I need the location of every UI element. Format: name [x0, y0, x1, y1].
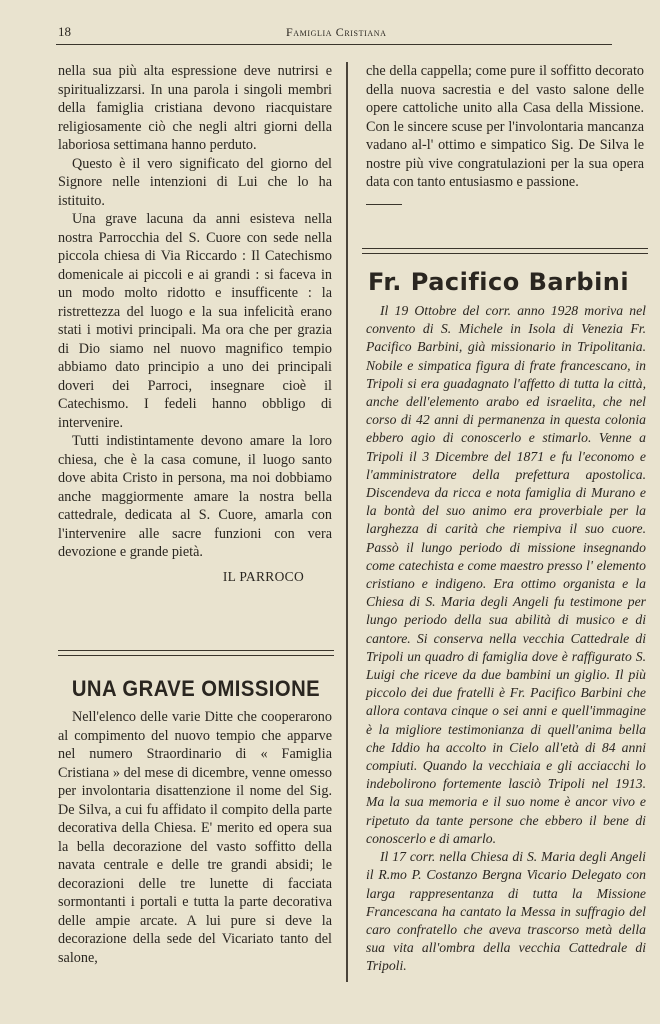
page-header — [56, 22, 612, 45]
parroco-paragraph-3: Una grave lacuna da anni esisteva nella nostra Parrocchia del S. Cuore con sede nella piccola chiesa di Via Riccardo : Il Catechismo domenicale ai piccoli e ai grandi : si faceva in un modo molto ridotto e insufficente : la ristrettezza del luogo e la sua infelicità erano stati i motivi principali. Ma ora che per grazia di Dio siamo nel nuovo magnifico tempio abbiamo dato principio a uno dei principali doveri dei Parroci, insegnare cioè il Catechismo. I fedeli hanno obbligo di intervenire. — [58, 211, 332, 431]
short-rule — [366, 204, 402, 205]
parroco-paragraph-2: Questo è il vero significato del giorno del Signore nelle intenzioni di Lui che lo ha istituito. — [58, 155, 332, 209]
section-divider-left — [58, 650, 334, 656]
barbini-title: Fr. Pacifico Barbini — [368, 268, 630, 296]
barbini-paragraph-1: Il 19 Ottobre del corr. anno 1928 moriva nel convento di S. Michele in Isola di Venezia Fr. Pacifico Barbini, già missionario in Tripolitania. Nobile e simpatica figura di frate francescano, in Tripoli si era guadagnato l'affetto di tutta la città, anche dell'elemento arabo ed israelita, che nel corso di 42 anni di permanenza in questa colonia ebbero agio di conoscerlo e stimarlo. Venne a Tripoli il 3 Dicembre del 1871 e fu l'economo e l'amministratore della prefettura apostolica. Discendeva da ricca e nota famiglia di Murano e la bontà del suo animo era proverbiale per la larghezza di carità che riempiva il suo cuore. Passò il lungo periodo di missione insegnando come catechista e come maestro presso l' elemento cristiano e indigeno. Era ottimo organista e la Chiesa di S. Maria degli Angeli fu testimone per lungo periodo della sua abilità di musico e di cantore. Si conserva nella vecchia Cattedrale di Tripoli un quadro di famiglia dove è raffigurato S. Luigi che riceve da due bambini un giglio. Il più piccolo dei due fratelli è Fr. Pacifico Barbini che allora contava cinque o sei anni e quell'immagine è la migliore testimonianza di quell'anima bella che Iddio ha accolto in Cielo all'età di 84 anni compiuti. Quando la vecchiaia e gli acciacchi lo indebolirono fortemente lasciò Tripoli nel 1913. Ma la sua memoria e il suo nome è ancor vivo e ripetuto da tante persone che ebbero il bene di conoscerlo e di amarlo. — [366, 303, 646, 846]
omissione-title: UNA GRAVE OMISSIONE — [71, 676, 321, 701]
parroco-paragraph-4: Tutti indistintamente devono amare la loro chiesa, che è la casa comune, il luogo santo dove abita Cristo in persona, ma noi dobbiamo anche maggiormente amare la nostra bella cattedrale, dedicata al S. Cuore, amarla con l'intervenire alle sacre funzioni con vera devozione e grande pietà. — [58, 433, 332, 560]
omissione-article — [58, 708, 332, 967]
desilva-continuation: che della cappella; come pure il soffitto decorato della nuova sacrestia e del vasto salone delle opere cattoliche unito alla Casa della Missione. Con le sincere scuse per l'involontaria mancanza vadano al-l' ottimo e simpatico Sig. De Silva le nostre più vive congratulazioni per la sua opera data con tanto entusiasmo e passione. — [366, 63, 644, 190]
left-column — [58, 62, 332, 586]
column-divider — [346, 62, 348, 982]
section-divider-right — [362, 248, 648, 254]
signature: IL PARROCO — [222, 568, 304, 584]
parroco-paragraph-1: nella sua più alta espressione deve nutrirsi e spiritualizzarsi. In una parola i singoli membri della famiglia cristiana devono riacquistare religiosamente ciò che negli altri giorni della laboriosa settimana hanno perduto. — [58, 63, 332, 153]
barbini-paragraph-2: Il 17 corr. nella Chiesa di S. Maria degli Angeli il R.mo P. Costanzo Bergna Vicario Delegato con larga rappresentanza di tutta la Missione Francescana ha cantato la Messa in suffragio del caro confratello che aveva trascorso metà della sua vita all'ombra della vecchia Cattedrale di Tripoli. — [366, 849, 646, 974]
omissione-paragraph: Nell'elenco delle varie Ditte che cooperarono al compimento del nuovo tempio che apparve nel numero Straordinario di « Famiglia Cristiana » del mese di dicembre, venne omesso per involontaria disattenzione il nome del Sig. De Silva, a cui fu affidato il compito della parte decorativa della Chiesa. E' merito ed opera sua la bella decorazione del vasto soffitto della navata centrale e delle tre grandi absidi; le decorazioni delle tre lunette di facciata sormontanti i portali e tutta la parte decorativa delle ampie arcate. A lui pure si deve la decorazione della sede del Vicariato tanto del salone, — [58, 709, 332, 966]
page-number: 18 — [58, 24, 71, 39]
masthead: Famiglia Cristiana — [286, 25, 387, 39]
right-top-column — [366, 62, 644, 205]
barbini-article — [366, 302, 646, 976]
